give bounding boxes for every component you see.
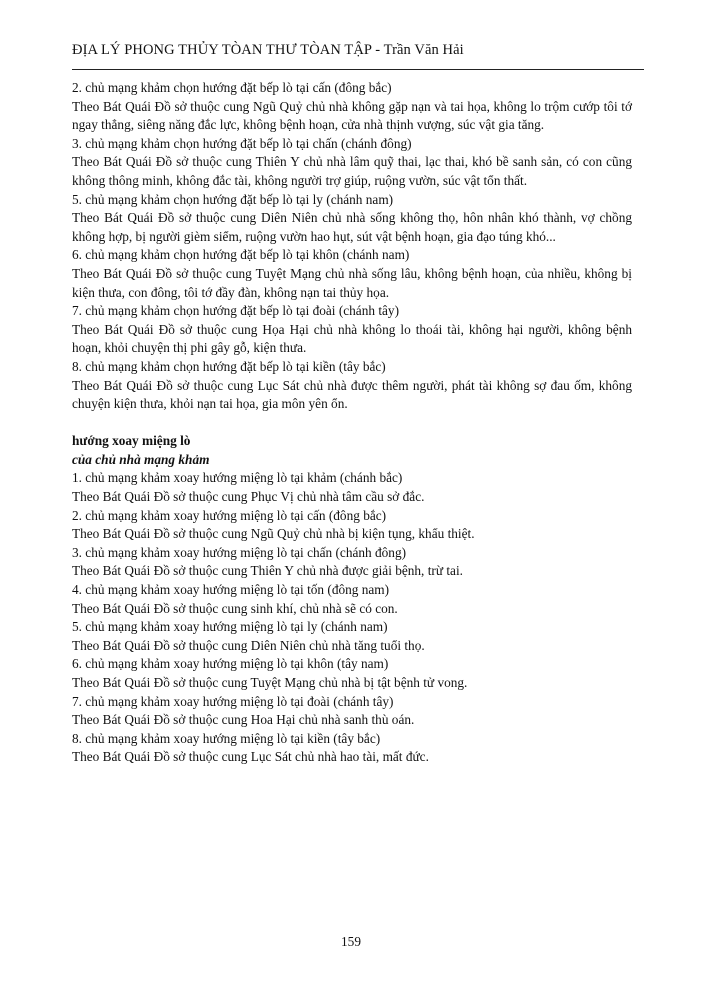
paragraph: 5. chủ mạng khảm chọn hướng đặt bếp lò tại ly (chánh nam) (72, 191, 394, 207)
paragraph: Theo Bát Quái Đồ sở thuộc cung Tuyệt Mạng chủ nhà sống lâu, không bệnh hoạn, của nhiều, không bị kiện thưa, con đông, tôi tớ đầy đàn, không nạn tai thủy họa. (72, 265, 632, 300)
paragraph: Theo Bát Quái Đồ sở thuộc cung Thiên Y chủ nhà được giải bệnh, trừ tai. (72, 563, 463, 579)
paragraph: 3. chủ mạng khảm chọn hướng đặt bếp lò tại chấn (chánh đông) (72, 135, 412, 151)
section-heading: hướng xoay miệng lò (72, 433, 191, 449)
paragraph: Theo Bát Quái Đồ sở thuộc cung Lục Sát chủ nhà hao tài, mất đức. (72, 749, 429, 765)
paragraph: Theo Bát Quái Đồ sở thuộc cung Họa Hại chủ nhà không lo thoái tài, không hại người, không bệnh hoạn, khỏi chuyện thị phi gây gỗ, kiện thưa. (72, 321, 632, 356)
paragraph: Theo Bát Quái Đồ sở thuộc cung Phục Vị chủ nhà tâm cầu sở đắc. (72, 489, 425, 505)
paragraph: 7. chủ mạng khảm chọn hướng đặt bếp lò tại đoài (chánh tây) (72, 303, 399, 319)
paragraph: Theo Bát Quái Đồ sở thuộc cung sinh khí, chủ nhà sẽ có con. (72, 600, 398, 616)
page-body (72, 79, 632, 767)
paragraph: 2. chủ mạng khảm xoay hướng miệng lò tại cấn (đông bắc) (72, 507, 387, 523)
paragraph: 1. chủ mạng khảm xoay hướng miệng lò tại khảm (chánh bắc) (72, 470, 403, 486)
paragraph: 4. chủ mạng khảm xoay hướng miệng lò tại tốn (đông nam) (72, 582, 390, 598)
paragraph: 5. chủ mạng khảm xoay hướng miệng lò tại ly (chánh nam) (72, 619, 388, 635)
header-rule (72, 69, 644, 70)
paragraph: Theo Bát Quái Đồ sở thuộc cung Ngũ Quỷ chủ nhà bị kiện tụng, khẩu thiệt. (72, 526, 475, 542)
section-stove-mouth (72, 432, 632, 767)
paragraph: Theo Bát Quái Đồ sở thuộc cung Lục Sát chủ nhà được thêm người, phát tài không sợ đau ốm, không chuyện kiện thưa, khỏi nạn tai họa, gia môn yên ổn. (72, 377, 632, 412)
paragraph: 8. chủ mạng khảm xoay hướng miệng lò tại kiền (tây bắc) (72, 730, 381, 746)
paragraph: 8. chủ mạng khảm chọn hướng đặt bếp lò tại kiền (tây bắc) (72, 358, 386, 374)
running-header: ĐỊA LÝ PHONG THỦY TÒAN THƯ TÒAN TẬP - Trần Văn Hải (72, 42, 464, 58)
section-stove-placement (72, 79, 632, 414)
paragraph: Theo Bát Quái Đồ sở thuộc cung Ngũ Quỷ chủ nhà không gặp nạn và tai họa, không lo trộm cướp tôi tớ ngay thẳng, siêng năng đắc lực, không bệnh hoạn, cửa nhà thịnh vượng, súc vật gia tăng. (72, 98, 632, 133)
paragraph: Theo Bát Quái Đồ sở thuộc cung Hoa Hại chủ nhà sanh thù oán. (72, 712, 415, 728)
paragraph: 2. chủ mạng khảm chọn hướng đặt bếp lò tại cấn (đông bắc) (72, 80, 392, 95)
paragraph: 6. chủ mạng khảm chọn hướng đặt bếp lò tại khôn (chánh nam) (72, 247, 410, 263)
paragraph: 6. chủ mạng khảm xoay hướng miệng lò tại khôn (tây nam) (72, 656, 389, 672)
paragraph: Theo Bát Quái Đồ sở thuộc cung Thiên Y chủ nhà lâm quỹ thai, lạc thai, khó bề sanh sản, có con cũng không thông minh, không đắc tài, không người trợ giúp, ruộng vườn, súc vật tổn thất. (72, 154, 632, 188)
section-gap (72, 414, 632, 433)
section-subheading: của chủ nhà mạng khảm (72, 451, 210, 467)
paragraph: Theo Bát Quái Đồ sở thuộc cung Diên Niên chủ nhà tăng tuổi thọ. (72, 637, 425, 653)
paragraph: 7. chủ mạng khảm xoay hướng miệng lò tại đoài (chánh tây) (72, 693, 394, 709)
page-number: 159 (341, 934, 361, 949)
paragraph: Theo Bát Quái Đồ sở thuộc cung Tuyệt Mạng chủ nhà bị tật bệnh tử vong. (72, 675, 468, 690)
paragraph: 3. chủ mạng khảm xoay hướng miệng lò tại chấn (chánh đông) (72, 544, 407, 560)
paragraph: Theo Bát Quái Đồ sở thuộc cung Diên Niên chủ nhà sống không thọ, hôn nhân khó thành, vợ chồng không hợp, bị người gièm siểm, ruộng vườn hao hụt, sút vật bệnh hoạn, gia đạo túng khó... (72, 210, 632, 244)
